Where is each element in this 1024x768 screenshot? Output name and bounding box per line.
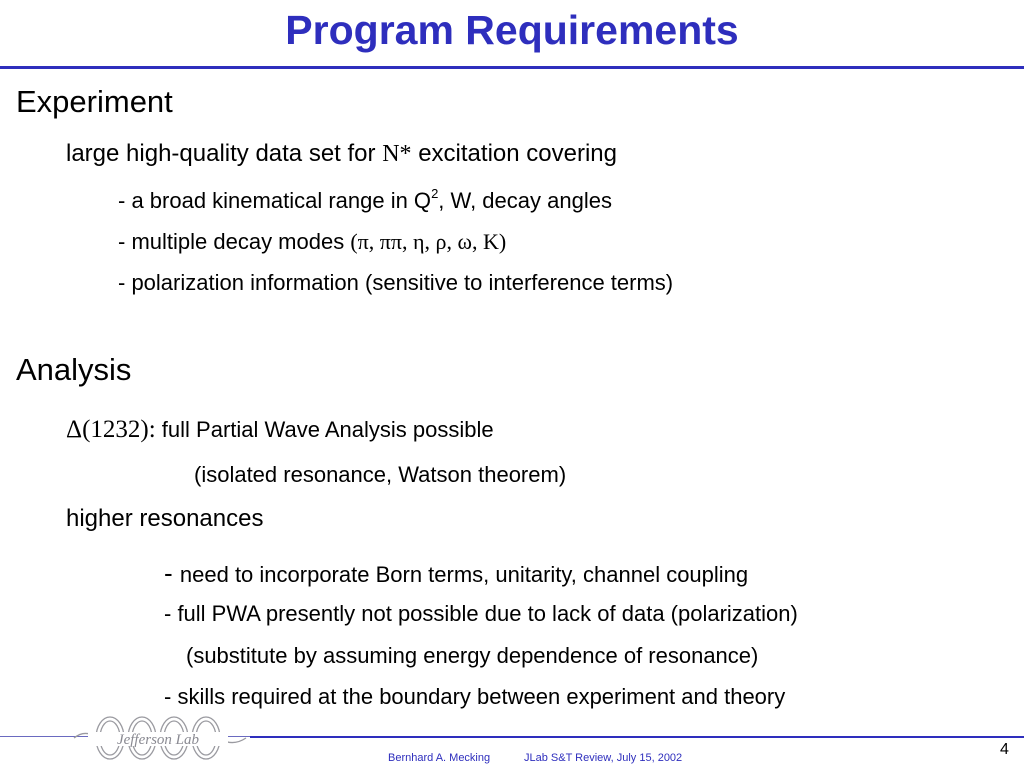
delta-note: (isolated resonance, Watson theorem)	[194, 462, 567, 487]
footer-divider-right	[250, 736, 1024, 738]
higher-bullet-born-terms-dash: -	[164, 558, 180, 588]
delta-line	[66, 416, 494, 444]
n-star-symbol: N*	[382, 141, 412, 167]
page-number: 4	[1000, 741, 1009, 758]
experiment-intro-post: excitation covering	[411, 140, 617, 167]
experiment-intro-pre: large high-quality data set for	[66, 140, 383, 167]
jefferson-lab-logo	[70, 712, 250, 768]
slide-title: Program Requirements	[285, 7, 739, 53]
higher-bullet-born-terms	[164, 558, 748, 589]
experiment-heading: Experiment	[16, 84, 173, 119]
higher-bullet-born-terms-text: need to incorporate Born terms, unitarity, channel coupling	[179, 562, 749, 587]
title-divider	[0, 66, 1024, 69]
experiment-bullet-kinematics-pre: - a broad kinematical range in Q	[118, 188, 432, 213]
higher-bullet-full-pwa-note: (substitute by assuming energy dependence of resonance)	[186, 643, 759, 668]
delta-1232-symbol: Δ(1232)	[66, 416, 149, 443]
higher-resonances-heading: higher resonances	[66, 505, 264, 532]
experiment-intro	[66, 140, 617, 168]
q-squared-superscript: 2	[431, 186, 439, 201]
higher-bullet-skills: - skills required at the boundary between experiment and theory	[164, 684, 786, 709]
experiment-bullet-decay-modes	[118, 229, 506, 255]
decay-mode-symbols: (π, ππ, η, ρ, ω, K)	[350, 229, 507, 254]
logo-lettering: Jefferson Lab	[116, 732, 200, 748]
experiment-bullet-polarization: - polarization information (sensitive to interference terms)	[118, 270, 674, 295]
delta-text: full Partial Wave Analysis possible	[155, 417, 494, 442]
delta-colon: :	[148, 416, 156, 443]
experiment-bullet-kinematics	[118, 188, 612, 214]
experiment-bullet-decay-modes-pre: - multiple decay modes	[118, 229, 351, 254]
analysis-heading: Analysis	[16, 352, 132, 387]
footer-author: Bernhard A. Mecking	[388, 752, 491, 764]
experiment-bullet-kinematics-post: , W, decay angles	[438, 188, 612, 213]
higher-bullet-full-pwa: - full PWA presently not possible due to lack of data (polarization)	[164, 601, 798, 626]
footer-event: JLab S&T Review, July 15, 2002	[524, 752, 683, 764]
